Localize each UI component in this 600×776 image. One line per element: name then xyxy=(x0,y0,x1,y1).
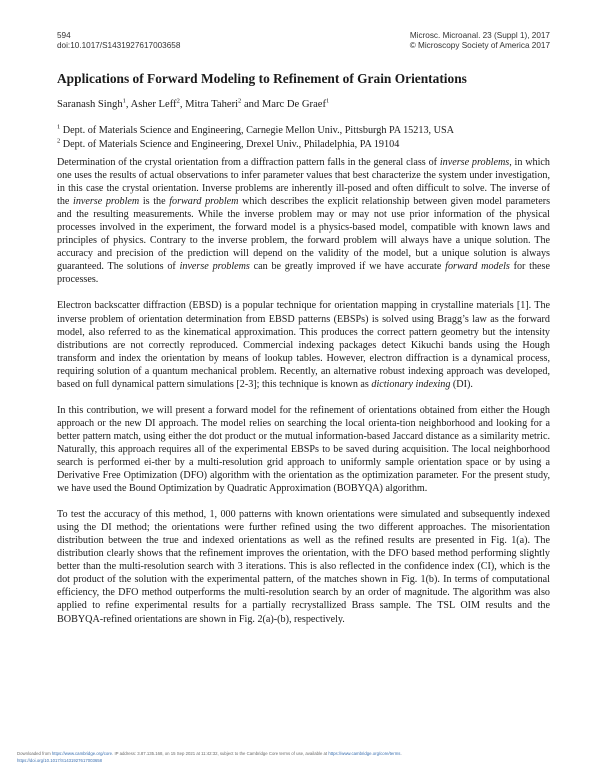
affiliation xyxy=(57,124,454,138)
author xyxy=(131,99,180,110)
paragraph-intro xyxy=(57,156,550,286)
author-separator: , xyxy=(125,99,131,110)
italic-term: dictionary indexing xyxy=(371,378,451,390)
page-number: 594 xyxy=(57,31,71,40)
author-separator: , xyxy=(179,99,186,110)
text-run: Determination of the crystal orientation from a diffraction pattern falls in the general class of xyxy=(57,157,440,168)
affiliation-mark: 2 xyxy=(57,137,61,145)
author xyxy=(185,99,241,110)
text-run: can be greatly improved if we have accurate xyxy=(249,261,446,273)
affiliations xyxy=(57,124,454,152)
text-run: Electron backscatter diffraction (EBSD) is a popular technique for orientation mapping in crystalline materials [1]. The inverse problem of orientation determination from EBSD patterns (EBSPs) is solved using Bragg’s law as the forward model, also referred to as the kinematical approximation. This produces the correct pattern geometry but the intensity distributions are not correctly reproduced. Commercial indexing packages detect Kikuchi bands using the Hough transform and index the orientation by means of lookup tables. However, electron diffraction is a dynamical process, requiring solution of a quantum mechanical problem. Recently, an alternative robust indexing approach was developed, based on full dynamical pattern simulations [2-3]; this technique is known as xyxy=(57,300,550,390)
text-run: for these processes. xyxy=(57,261,550,286)
footer-text: Downloaded from xyxy=(17,751,52,756)
author-name: Saranash Singh xyxy=(57,99,123,110)
footer-line xyxy=(17,758,402,765)
italic-term: forward models xyxy=(445,261,510,273)
header-right xyxy=(410,31,550,51)
journal-citation: Microsc. Microanal. 23 (Suppl 1), 2017 xyxy=(409,31,550,40)
footer-link-terms[interactable]: https://www.cambridge.org/core/terms xyxy=(328,751,401,756)
author xyxy=(57,99,126,110)
italic-term: forward problem xyxy=(169,196,239,208)
footer-link-core[interactable]: https://www.cambridge.org/core xyxy=(51,751,113,756)
paper-body xyxy=(57,156,550,626)
footer-text: . IP address: 3.87.135.168, on 15 Sep 2021 at 11:42:32, subject to the Cambridge Core terms of use, available at xyxy=(112,751,329,756)
author-affiliation-mark: 2 xyxy=(176,97,180,105)
affiliation-text: Dept. of Materials Science and Engineering, Carnegie Mellon Univ., Pittsburgh PA 15213, USA xyxy=(60,125,455,136)
author-name: Asher Leff xyxy=(130,99,177,110)
author-name: Mitra Taheri xyxy=(185,99,239,110)
download-footer xyxy=(17,751,402,764)
author xyxy=(262,99,329,110)
footer-text: . xyxy=(400,751,402,756)
footer-link-doi[interactable]: https://doi.org/10.1017/S1431927617003658 xyxy=(17,757,103,763)
italic-term: inverse problem xyxy=(73,196,140,208)
affiliation xyxy=(57,138,454,152)
italic-term: inverse problems xyxy=(179,261,250,273)
author-affiliation-mark: 1 xyxy=(122,97,126,105)
paper-title: Applications of Forward Modeling to Refinement of Grain Orientations xyxy=(57,71,467,86)
paragraph-ebsd xyxy=(57,299,550,390)
copyright: © Microscopy Society of America 2017 xyxy=(409,41,550,50)
text-run: which describes the explicit relationship between given model parameters and the resulting measurements. While the inverse problem may or may not use prior information of the physical processes involved in the experiment, the forward model is a physics-based model, compatible with known laws and principles of physics. Contrary to the inverse problem, the forward problem will always have a unique solution. The accuracy and precision of the prediction will depend on the validity of the model, but a unique solution is always guaranteed. The solutions of xyxy=(57,196,551,273)
text-run: , in which one uses the results of actual observations to infer parameter values that best characterize the system under investigation, in this case the crystal orientation. Inverse problems are inherently ill-posed and often difficult to solve. The inverse of the xyxy=(57,157,550,208)
author-affiliation-mark: 1 xyxy=(326,97,330,105)
author-list xyxy=(57,98,329,111)
author-separator: and xyxy=(241,99,262,110)
italic-term: inverse problems xyxy=(439,157,510,168)
header-left xyxy=(57,31,180,51)
author-name: Marc De Graef xyxy=(261,99,327,110)
affiliation-text: Dept. of Materials Science and Engineering, Drexel Univ., Philadelphia, PA 19104 xyxy=(60,139,400,150)
paragraph-method: In this contribution, we will present a forward model for the refinement of orientations obtained from either the Hough approach or the new DI approach. The model relies on searching the local orienta-tion neighborhood and looking for a better pattern match, using either the dot product or the mutual information-based Jaccard distance as a similarity metric. Naturally, this approach requires all of the experimental EBSPs to be saved during acquisition. The local neighborhood search is performed ei-ther by a multi-resolution grid approach to uniformly sample orientation space or by using a Derivative Free Optimization (DFO) algorithm with the orientation as the optimization parameter. For the present study, we have used the Bound Optimization by Quadratic Approximation (BOBYQA) algorithm. xyxy=(57,404,550,495)
affiliation-mark: 1 xyxy=(57,123,61,131)
text-run: (DI). xyxy=(450,378,473,390)
doi: doi:10.1017/S1431927617003658 xyxy=(57,41,181,50)
paragraph-results: To test the accuracy of this method, 1, 000 patterns with known orientations were simulated and subsequently indexed using the DI method; the orientations were further refined using the two different approaches. The misorientation distribution between the true and indexed orientations as well as the refined results are presented in Fig. 1(a). The distribution clearly shows that the refinement improves the orientation, with the DFO based method performing slightly better than the multi-resolution search with 3 iterations. This is also reflected in the confidence index (CI), which is the dot product of the solution with the experimental pattern, of the matches shown in Fig. 1(b). In terms of computational efficiency, the DFO method outperforms the multi-resolution search by an order of magnitude. The algorithm was also applied to refine experimental results for a partially recrystallized Brass sample. The TSL OIM results and the BOBYQA-refined orientations are shown in Fig. 2(a)-(b), respectively. xyxy=(57,509,550,625)
author-affiliation-mark: 2 xyxy=(238,97,242,105)
text-run: is the xyxy=(139,196,170,208)
